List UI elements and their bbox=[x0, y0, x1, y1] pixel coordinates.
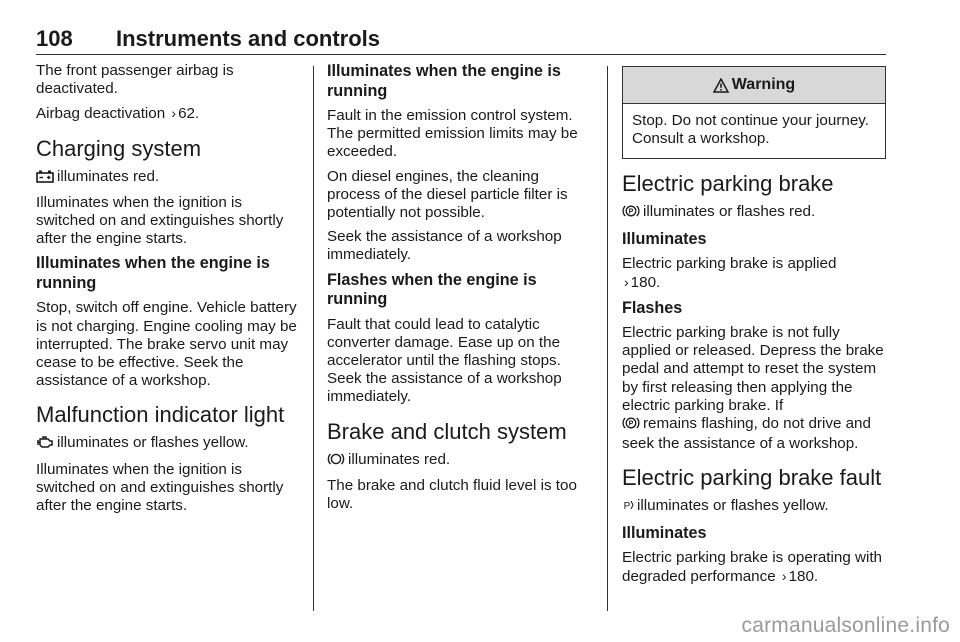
page-ref-arrow-icon: › bbox=[171, 105, 177, 122]
malfunction-text-1: Illuminates when the ignition is switched on and extinguishes shortly after the engine starts. bbox=[36, 460, 284, 515]
malfunction-indicator: illuminates or flashes yellow. bbox=[36, 434, 298, 454]
page-ref-arrow-icon: › bbox=[624, 274, 629, 291]
parking-brake-icon bbox=[622, 416, 640, 435]
epb-flashes-text: Electric parking brake is not fully applied or released. Depress the brake pedal and attempt to reset the system by first releasing then applying the electric parking brake. If P remains flashing, do not drive and seek the assistance of a workshop. bbox=[622, 324, 884, 453]
seek-workshop-text: Seek the assistance of a workshop immediately. bbox=[327, 228, 562, 264]
charging-text-2: Stop, switch off engine. Vehicle battery is not charging. Engine cooling may be interrupted. The brake servo unit may cease to be effective. Seek the assistance of a workshop. bbox=[36, 299, 297, 390]
svg-text:P: P bbox=[628, 420, 634, 428]
warning-box bbox=[622, 66, 886, 159]
page-ref[interactable]: 180. bbox=[630, 274, 661, 292]
epb-indicator: P illuminates or flashes red. bbox=[622, 203, 886, 223]
heading-charging-engine-running: Illuminates when the engine is running bbox=[36, 254, 270, 292]
warning-title: Warning bbox=[731, 76, 796, 93]
page-ref-arrow-icon: › bbox=[781, 568, 787, 585]
svg-text:P: P bbox=[628, 209, 634, 217]
page-ref[interactable]: 180. bbox=[788, 568, 819, 586]
emission-fault-text: Fault in the emission control system. The permitted emission limits may be exceeded. bbox=[327, 107, 578, 161]
column-1 bbox=[36, 62, 298, 521]
brake-warning-icon bbox=[327, 452, 345, 471]
warning-header bbox=[623, 67, 885, 104]
column-3 bbox=[622, 62, 886, 593]
epb-fault-indicator: P illuminates or flashes yellow. bbox=[622, 497, 886, 517]
column-divider-left bbox=[313, 66, 314, 611]
parking-brake-fault-icon bbox=[622, 498, 634, 517]
column-divider-right bbox=[607, 66, 608, 611]
warning-text: Stop. Do not continue your journey. Consult a workshop. bbox=[632, 112, 869, 148]
column-2 bbox=[327, 62, 595, 519]
charging-indicator: illuminates red. bbox=[36, 168, 298, 188]
page-header bbox=[36, 26, 886, 55]
heading-epb-flashes: Flashes bbox=[622, 298, 683, 317]
svg-text:P: P bbox=[623, 501, 631, 513]
page-ref[interactable]: 62. bbox=[178, 105, 200, 123]
charging-text-1: Illuminates when the ignition is switched on and extinguishes shortly after the engine starts. bbox=[36, 193, 284, 248]
heading-charging-system: Charging system bbox=[36, 135, 202, 161]
diesel-filter-text: On diesel engines, the cleaning process of the diesel particle filter is potentially not possible. bbox=[327, 167, 568, 222]
heading-brake-clutch-system: Brake and clutch system bbox=[327, 418, 567, 444]
heading-epb-illuminates: Illuminates bbox=[622, 229, 707, 248]
brake-indicator: illuminates red. bbox=[327, 451, 595, 471]
battery-icon bbox=[36, 170, 54, 188]
watermark: carmanualsonline.info bbox=[741, 614, 950, 637]
airbag-deactivated-text: The front passenger airbag is deactivated. bbox=[36, 62, 234, 98]
page-title: Instruments and controls bbox=[116, 26, 381, 51]
warning-body bbox=[623, 104, 885, 158]
heading-illuminates-engine-running: Illuminates when the engine is running bbox=[327, 62, 561, 100]
heading-epb-fault: Electric parking brake fault bbox=[622, 465, 882, 491]
airbag-deactivation-ref: Airbag deactivation › 62. bbox=[36, 105, 200, 123]
heading-epb-fault-illuminates: Illuminates bbox=[622, 523, 707, 542]
warning-triangle-icon bbox=[713, 78, 729, 93]
catalytic-fault-text: Fault that could lead to catalytic converter damage. Ease up on the accelerator until the flashing stops. Seek the assistance of a workshop immediately. bbox=[327, 315, 562, 406]
parking-brake-icon bbox=[622, 204, 640, 223]
heading-flashes-engine-running: Flashes when the engine is running bbox=[327, 270, 537, 309]
brake-fluid-text: The brake and clutch fluid level is too low. bbox=[327, 476, 577, 513]
epb-applied-text: Electric parking brake is applied › 180. bbox=[622, 255, 837, 292]
epb-degraded-text: Electric parking brake is operating with degraded performance › 180. bbox=[622, 549, 882, 586]
engine-icon bbox=[36, 435, 54, 454]
page-number: 108 bbox=[36, 26, 73, 51]
heading-electric-parking-brake: Electric parking brake bbox=[622, 171, 834, 197]
heading-malfunction-indicator: Malfunction indicator light bbox=[36, 402, 285, 428]
